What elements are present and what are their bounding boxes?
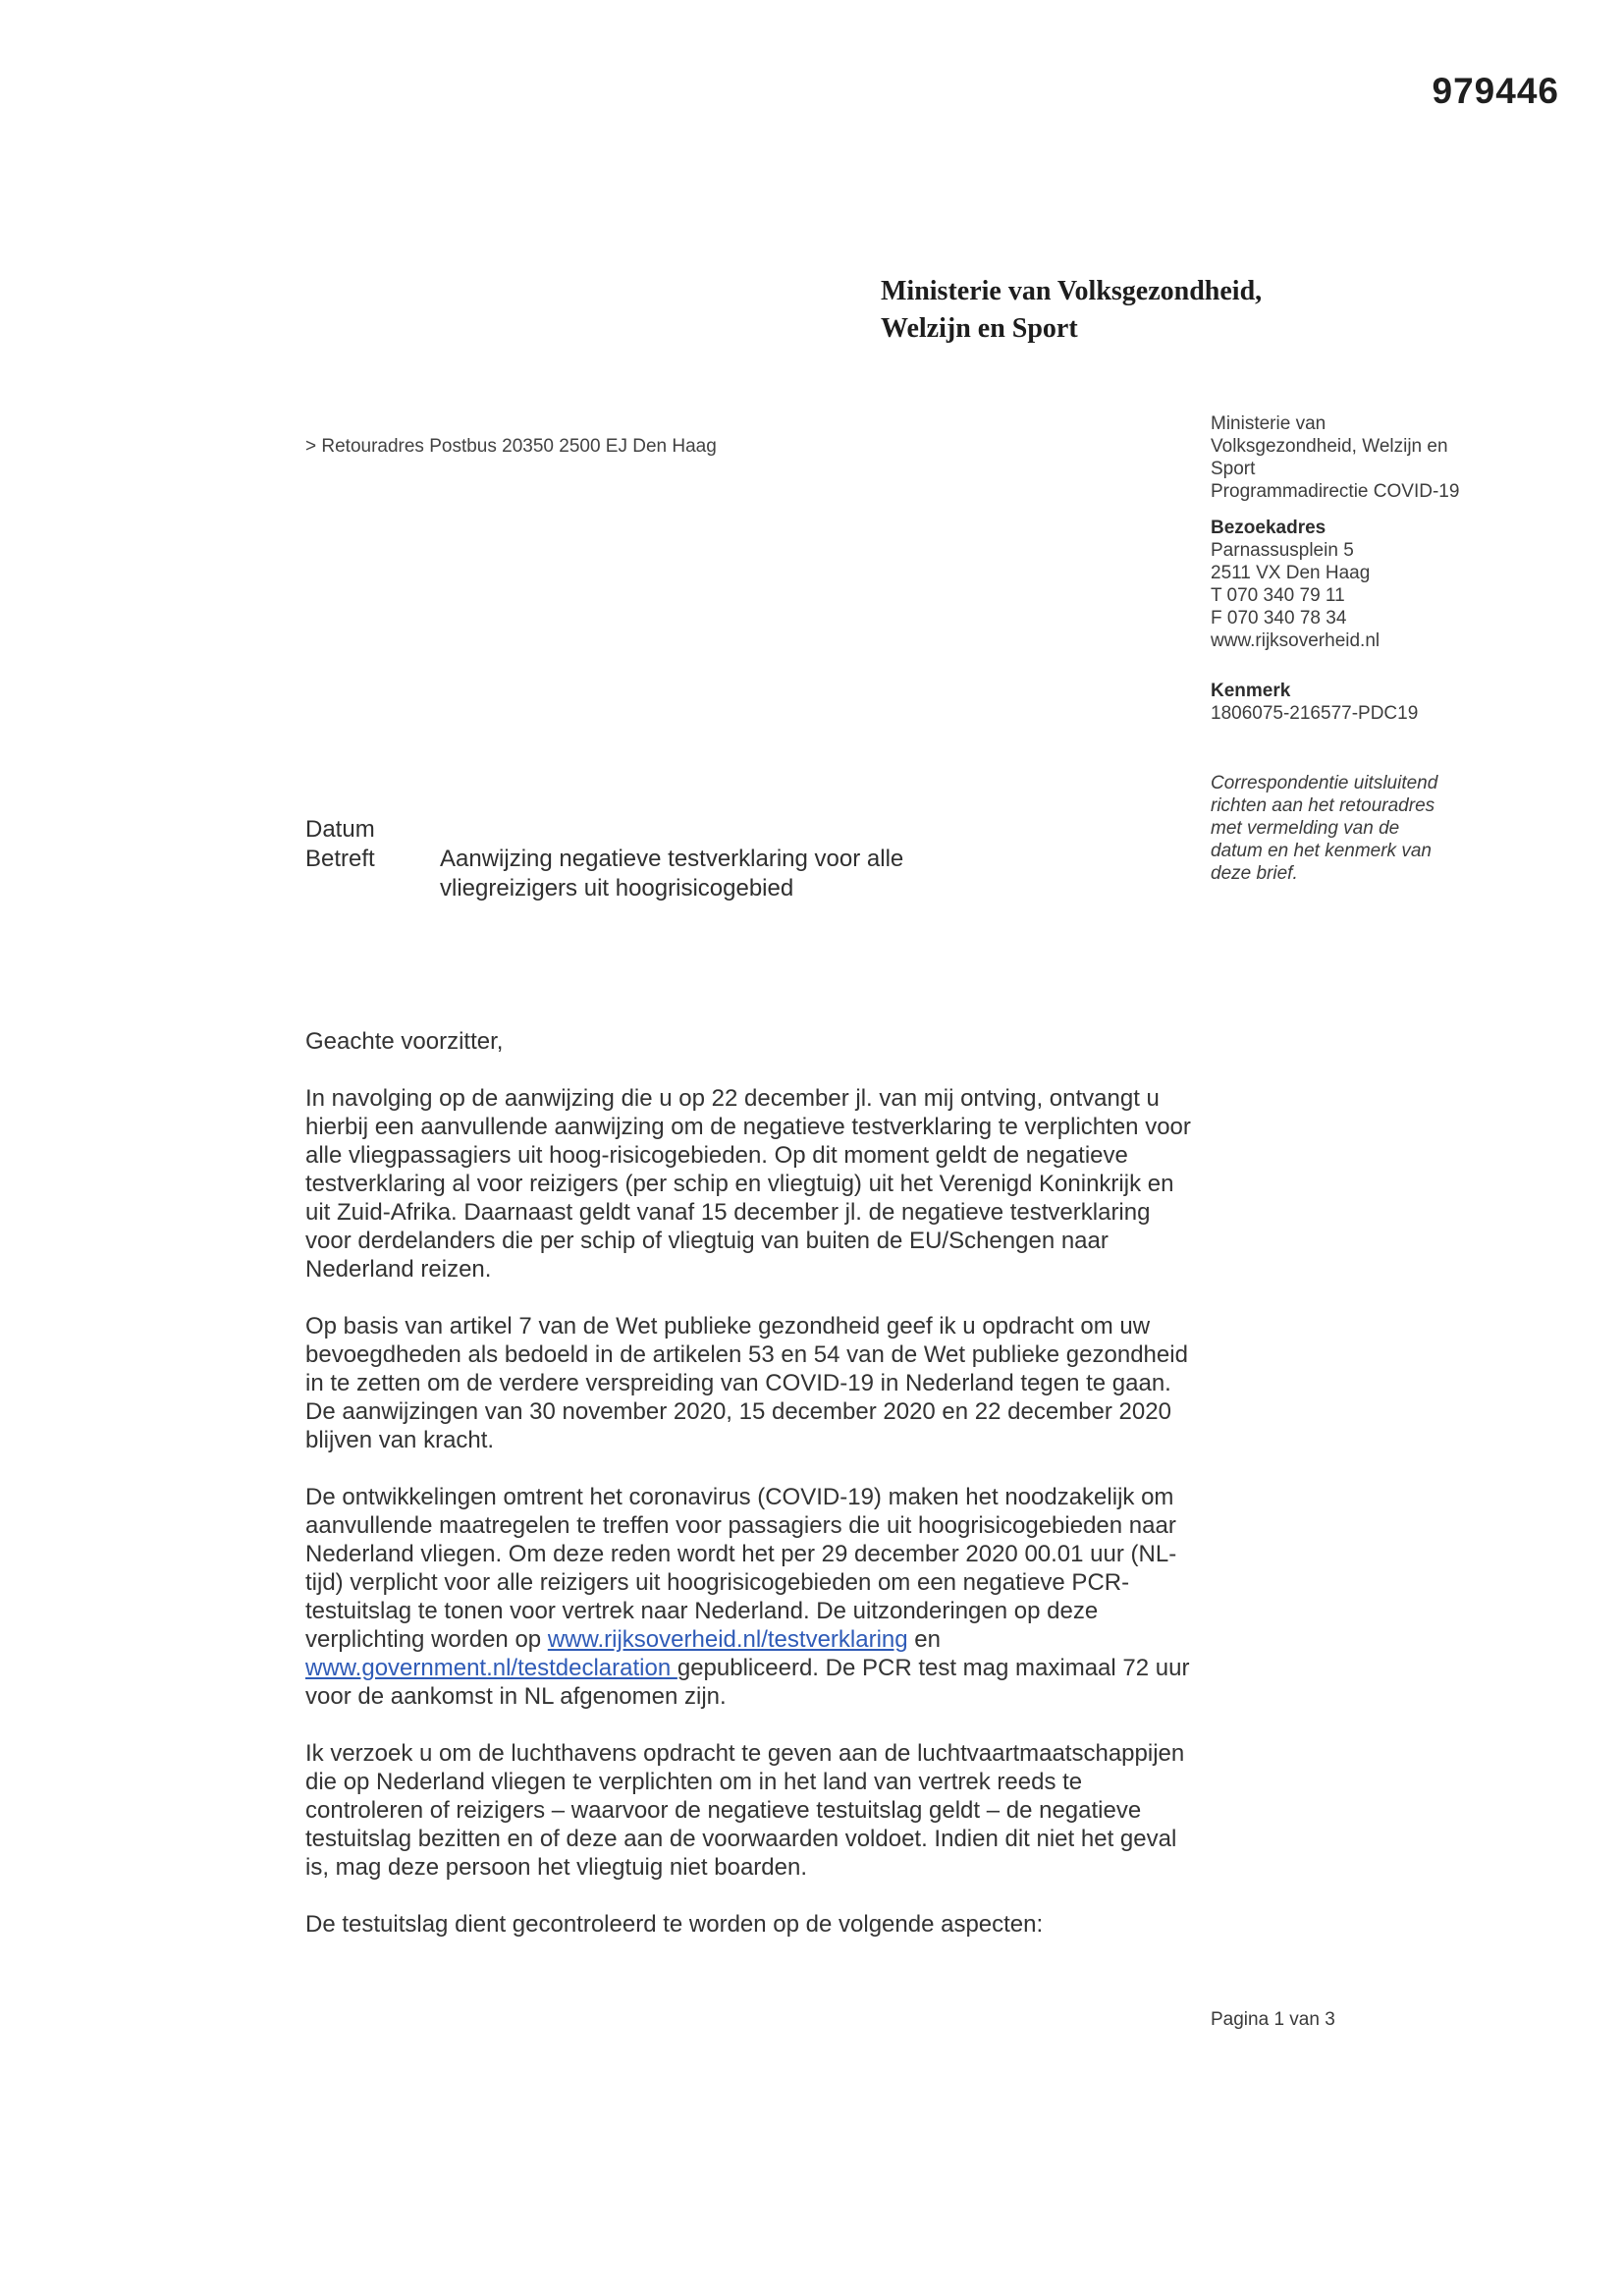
bezoekadres-city: 2511 VX Den Haag — [1211, 563, 1371, 583]
paragraph-1: In navolging op de aanwijzing die u op 22 december jl. van mij ontving, ontvangt u hierbij een aanvullende aanwijzing om de negatieve testverklaring te verplichten voor alle vliegpassagiers uit hoog-risicogebieden. Op dit moment geldt de negatieve testverklaring al voor reizigers (per schip en vliegtuig) uit het Verenigd Koninkrijk en uit Zuid-Afrika. Daarnaast geldt vanaf 15 december jl. de negatieve testverklaring voor derdelanders die per schip of vliegtuig van buiten de EU/Schengen naar Nederland reizen. — [305, 1085, 1191, 1283]
paragraph-2: Op basis van artikel 7 van de Wet publieke gezondheid geef ik u opdracht om uw bevoegdheden als bedoeld in de artikelen 53 en 54 van de Wet publieke gezondheid in te zetten om de verdere verspreiding van COVID-19 in Nederland tegen te gaan. De aanwijzingen van 30 november 2020, 15 december 2020 en 22 december 2020 blijven van kracht. — [305, 1313, 1188, 1453]
link-government-testdeclaration[interactable]: www.government.nl/testdeclaration — [305, 1655, 677, 1681]
bezoekadres-website: www.rijksoverheid.nl — [1211, 630, 1380, 651]
ministry-logo-line2: Welzijn en Sport — [881, 313, 1078, 344]
paragraph-3-text: en — [907, 1626, 941, 1653]
sidebar-visiting-address — [1211, 517, 1468, 652]
sidebar-org-line: Ministerie van — [1211, 413, 1326, 434]
sidebar-organization — [1211, 412, 1468, 503]
correspondence-note: Correspondentie uitsluitend richten aan het retouradres met vermelding van de datum en het kenmerk van deze brief. — [1211, 773, 1438, 884]
betreft-row — [305, 845, 939, 903]
ministry-logo — [881, 273, 1262, 348]
sidebar — [1211, 412, 1468, 885]
datum-label: Datum — [305, 816, 375, 843]
betreft-label: Betreft — [305, 846, 375, 872]
kenmerk-value: 1806075-216577-PDC19 — [1211, 703, 1419, 724]
bezoekadres-label: Bezoekadres — [1211, 518, 1326, 538]
page-footer: Pagina 1 van 3 — [1211, 2009, 1335, 2030]
sidebar-reference — [1211, 680, 1468, 725]
paragraph-3-text: gepubliceerd. De PCR test mag maximaal 72 uur voor de aankomst in NL afgenomen zijn. — [305, 1655, 1190, 1710]
paragraph-5: De testuitslag dient gecontroleerd te worden op de volgende aspecten: — [305, 1911, 1044, 1938]
paragraph-3-text: De ontwikkelingen omtrent het coronavirus (COVID-19) maken het noodzakelijk om aanvullende maatregelen te treffen voor passagiers die uit hoogrisicogebieden naar Nederland vliegen. Om deze reden wordt het per 29 december 2020 00.01 uur (NL-tijd) verplicht voor alle reizigers uit hoogrisicogebieden om een negatieve PCR-testuitslag te tonen voor vertrek naar Nederland. De uitzonderingen op deze verplichting worden op — [305, 1484, 1177, 1653]
salutation: Geachte voorzitter, — [305, 1028, 504, 1055]
sidebar-org-line: Sport — [1211, 459, 1256, 479]
letter-body — [305, 1027, 1197, 1967]
bezoekadres-fax: F 070 340 78 34 — [1211, 608, 1347, 629]
paragraph-4: Ik verzoek u om de luchthavens opdracht te geven aan de luchtvaartmaatschappijen die op Nederland vliegen te verplichten om in het land van vertrek reeds te controleren of reizigers – waarvoor de negatieve testuitslag geldt – de negatieve testuitslag bezitten en of deze aan de voorwaarden voldoet. Indien dit niet het geval is, mag deze persoon het vliegtuig niet boarden. — [305, 1740, 1185, 1881]
sidebar-org-line: Volksgezondheid, Welzijn en — [1211, 436, 1448, 457]
document-number: 979446 — [1432, 71, 1559, 111]
letter-meta — [305, 815, 939, 903]
ministry-logo-line1: Ministerie van Volksgezondheid, — [881, 276, 1263, 306]
kenmerk-label: Kenmerk — [1211, 681, 1291, 701]
return-address: > Retouradres Postbus 20350 2500 EJ Den Haag — [305, 436, 717, 457]
betreft-value: Aanwijzing negatieve testverklaring voor alle vliegreizigers uit hoogrisicogebied — [440, 846, 904, 902]
datum-row — [305, 815, 939, 845]
paragraph-3 — [305, 1483, 1197, 1711]
bezoekadres-street: Parnassusplein 5 — [1211, 540, 1354, 561]
sidebar-org-line: Programmadirectie COVID-19 — [1211, 481, 1460, 502]
link-rijksoverheid-testverklaring[interactable]: www.rijksoverheid.nl/testverklaring — [547, 1626, 908, 1653]
bezoekadres-phone: T 070 340 79 11 — [1211, 585, 1345, 606]
